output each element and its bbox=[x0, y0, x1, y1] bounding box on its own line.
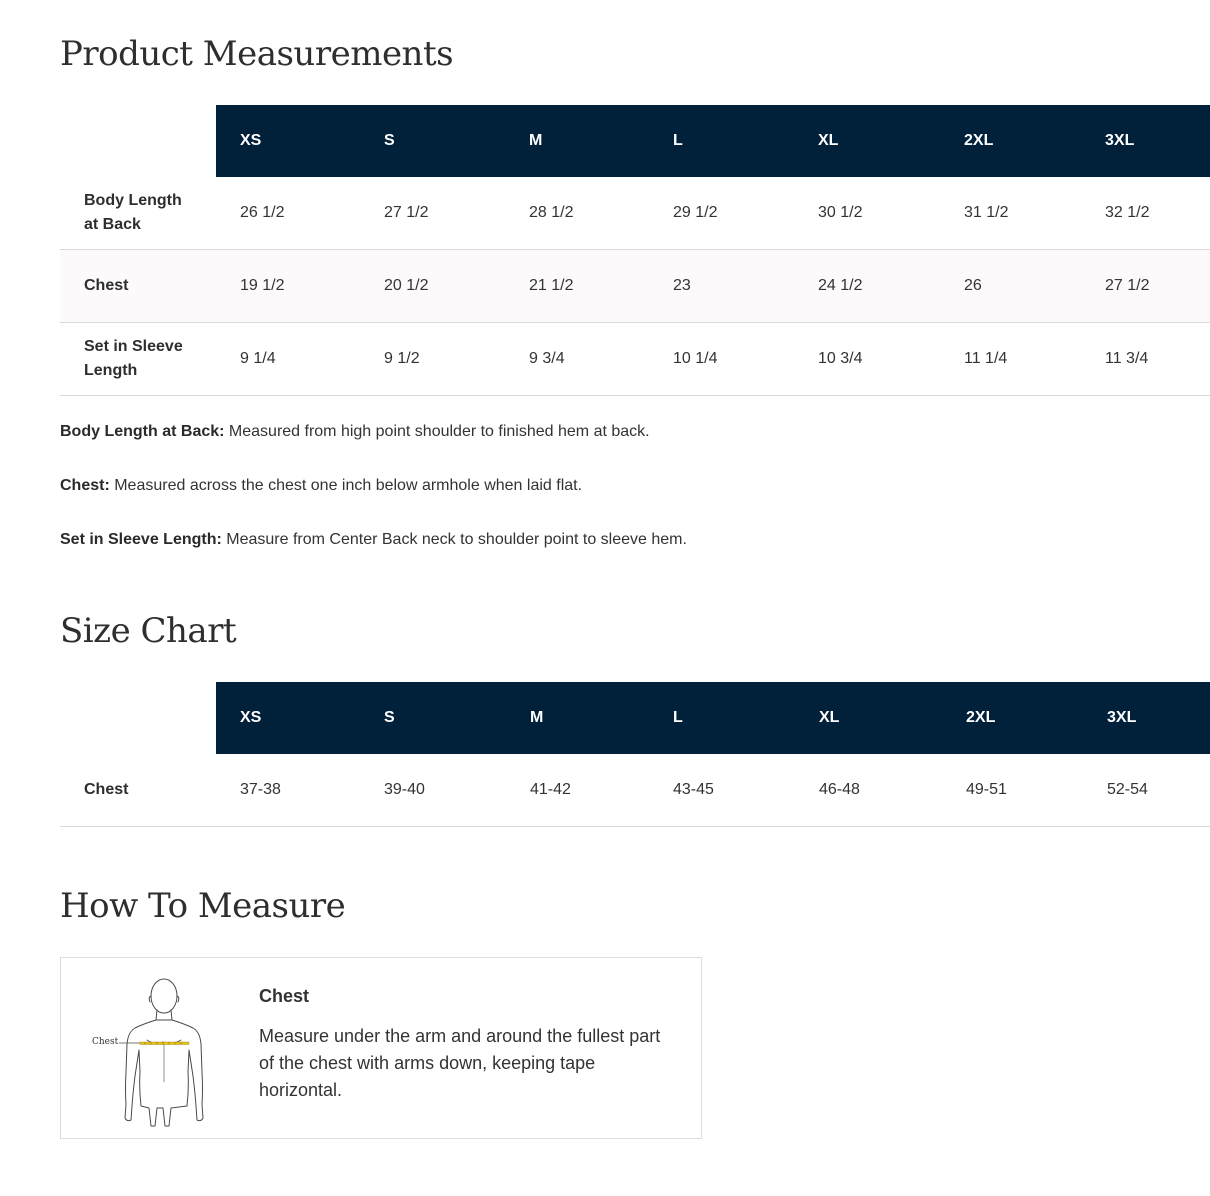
size-header-2xl: 2XL bbox=[940, 105, 1081, 177]
size-chart-heading: Size Chart bbox=[60, 611, 237, 651]
size-header-m: M bbox=[506, 682, 649, 754]
measure-item-description: Measure under the arm and around the fullest part of the chest with arms down, keeping tape horizontal. bbox=[259, 1026, 661, 1100]
header-corner bbox=[60, 105, 216, 177]
size-header-xl: XL bbox=[794, 105, 940, 177]
note-text: Measured across the chest one inch below armhole when laid flat. bbox=[109, 477, 583, 494]
size-header-l: L bbox=[649, 105, 794, 177]
row-label-sleeve-length: Set in Sleeve Length bbox=[60, 323, 216, 396]
note-term: Chest: bbox=[60, 477, 110, 494]
size-chart-table bbox=[60, 682, 1210, 827]
table-cell: 20 1/2 bbox=[360, 250, 505, 323]
table-cell: 23 bbox=[649, 250, 794, 323]
size-header-s: S bbox=[360, 682, 506, 754]
table-cell: 52-54 bbox=[1083, 754, 1210, 827]
table-cell: 39-40 bbox=[360, 754, 506, 827]
table-cell: 11 1/4 bbox=[940, 323, 1081, 396]
table-row bbox=[60, 323, 1210, 396]
note-text: Measured from high point shoulder to finished hem at back. bbox=[224, 423, 650, 440]
table-cell: 9 1/4 bbox=[216, 323, 360, 396]
table-row bbox=[60, 177, 1210, 250]
table-cell: 10 3/4 bbox=[794, 323, 940, 396]
chest-measurement-figure-icon bbox=[85, 972, 235, 1128]
table-cell: 10 1/4 bbox=[649, 323, 794, 396]
table-cell: 27 1/2 bbox=[1081, 250, 1210, 323]
note-text: Measure from Center Back neck to shoulder point to sleeve hem. bbox=[221, 531, 687, 548]
size-header-3xl: 3XL bbox=[1081, 105, 1210, 177]
header-corner bbox=[60, 682, 216, 754]
table-cell: 37-38 bbox=[216, 754, 360, 827]
how-to-measure-heading: How To Measure bbox=[60, 886, 346, 926]
table-cell: 43-45 bbox=[649, 754, 795, 827]
note-body-length bbox=[60, 423, 650, 441]
size-header-l: L bbox=[649, 682, 795, 754]
table-cell: 31 1/2 bbox=[940, 177, 1081, 250]
table-cell: 28 1/2 bbox=[505, 177, 649, 250]
measure-item-title: Chest bbox=[259, 986, 310, 1006]
table-cell: 49-51 bbox=[942, 754, 1083, 827]
table-cell: 26 1/2 bbox=[216, 177, 360, 250]
size-header-3xl: 3XL bbox=[1083, 682, 1210, 754]
row-label-body-length: Body Length at Back bbox=[60, 177, 216, 250]
table-cell: 32 1/2 bbox=[1081, 177, 1210, 250]
size-header-xs: XS bbox=[216, 105, 360, 177]
table-cell: 11 3/4 bbox=[1081, 323, 1210, 396]
table-cell: 41-42 bbox=[506, 754, 649, 827]
table-row bbox=[60, 250, 1210, 323]
table-cell: 30 1/2 bbox=[794, 177, 940, 250]
table-cell: 19 1/2 bbox=[216, 250, 360, 323]
note-chest bbox=[60, 477, 582, 495]
how-to-measure-card bbox=[60, 957, 702, 1139]
size-header-s: S bbox=[360, 105, 505, 177]
table-cell: 29 1/2 bbox=[649, 177, 794, 250]
size-header-xl: XL bbox=[795, 682, 942, 754]
table-cell: 46-48 bbox=[795, 754, 942, 827]
row-label-chest: Chest bbox=[60, 754, 216, 827]
note-sleeve-length bbox=[60, 531, 687, 549]
note-term: Set in Sleeve Length: bbox=[60, 531, 222, 548]
table-cell: 24 1/2 bbox=[794, 250, 940, 323]
table-cell: 26 bbox=[940, 250, 1081, 323]
size-header-row bbox=[60, 682, 1210, 754]
size-header-2xl: 2XL bbox=[942, 682, 1083, 754]
product-measurements-table bbox=[60, 105, 1210, 396]
figure-label: Chest bbox=[92, 1037, 119, 1047]
size-header-row bbox=[60, 105, 1210, 177]
row-label-chest: Chest bbox=[60, 250, 216, 323]
size-header-xs: XS bbox=[216, 682, 360, 754]
table-cell: 21 1/2 bbox=[505, 250, 649, 323]
table-row bbox=[60, 754, 1210, 827]
table-cell: 9 1/2 bbox=[360, 323, 505, 396]
table-cell: 9 3/4 bbox=[505, 323, 649, 396]
product-measurements-heading: Product Measurements bbox=[60, 34, 454, 74]
table-cell: 27 1/2 bbox=[360, 177, 505, 250]
size-header-m: M bbox=[505, 105, 649, 177]
note-term: Body Length at Back: bbox=[60, 423, 225, 440]
